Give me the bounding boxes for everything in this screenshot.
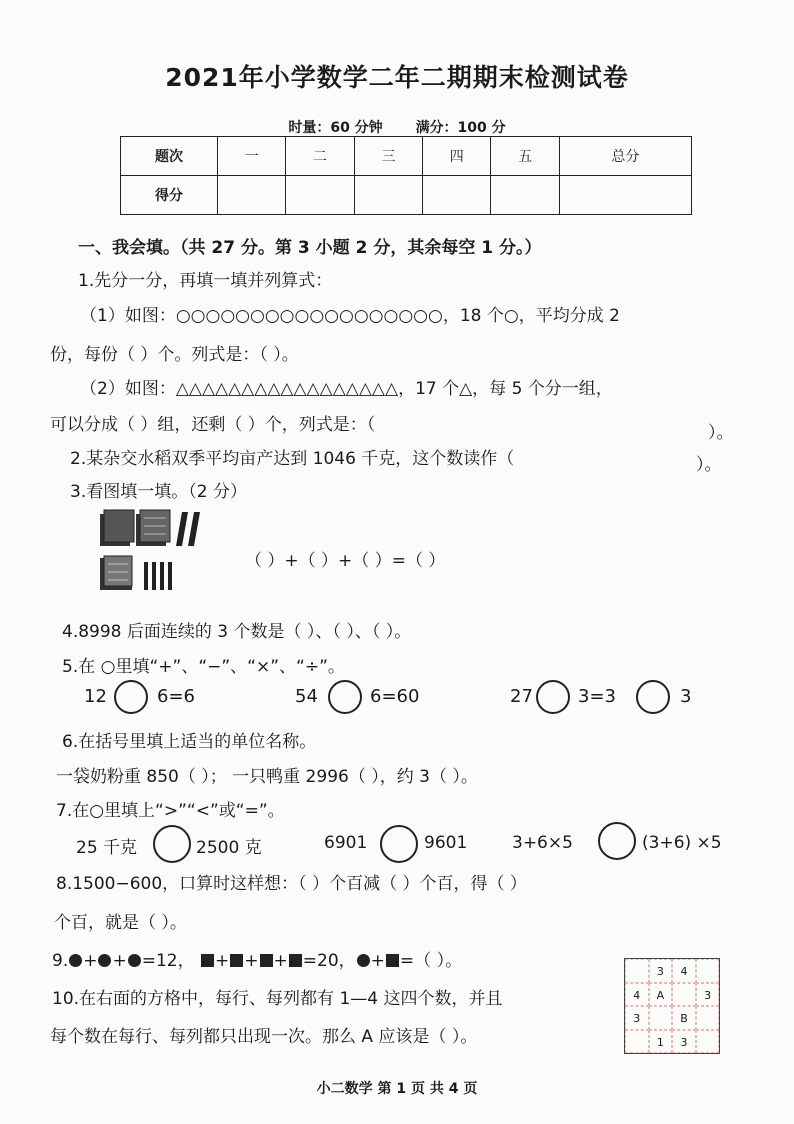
score-cell: 总分 [559,137,691,176]
q4-text: 4.8998 后面连续的 3 个数是（ ）、（ ）、（ ）。 [62,622,412,642]
q10-line1: 10.在右面的方格中，每行、每列都有 1—4 这四个数，并且 [52,989,503,1009]
time-limit: 时量：60 分钟 [288,120,383,136]
q1-text: 1.先分一分，再填一填并列算式： [78,271,333,291]
grid-cell: B [672,1006,696,1030]
circle-symbol-icon [357,954,370,967]
q9-plus: + [83,951,98,971]
score-input-cell[interactable] [218,176,286,215]
square-symbol-icon [386,954,399,967]
score-cell: 三 [354,137,422,176]
score-cell: 一 [218,137,286,176]
grid-cell [696,959,720,983]
q2-end: ）。 [696,455,722,475]
q1-part2-end: ）。 [708,423,734,443]
q5-item: 6=60 [370,686,420,707]
q3-equation: （ ）+（ ）+（ ）=（ ） [245,551,446,571]
q7-item: 9601 [424,833,468,853]
grid-cell: A [649,983,673,1007]
score-table-row-score [121,176,692,215]
grid-cell: 3 [649,959,673,983]
q8-line2: 个百，就是（ ）。 [54,913,187,933]
score-cell: 四 [423,137,491,176]
q1-part2-line1: （2）如图：△△△△△△△△△△△△△△△△△，17 个△，每 5 个分一组， [80,379,613,399]
q9-plus: + [215,951,230,971]
score-cell: 得分 [121,176,218,215]
q9-eq3: =（ ）。 [399,951,463,971]
grid-cell: 3 [672,1030,696,1054]
score-input-cell[interactable] [286,176,354,215]
circle-symbol-icon [128,954,141,967]
square-symbol-icon [289,954,302,967]
q5-text: 5.在 ○里填“+”、“−”、“×”、“÷”。 [62,657,345,677]
q5-item: 3=3 [578,686,616,707]
operator-circle-input[interactable] [536,680,570,714]
grid-cell [625,1030,649,1054]
q1-part2-line2: 可以分成（ ）组，还剩（ ）个，列式是：（ [50,415,376,435]
q9-plus: + [112,951,127,971]
q9-prefix: 9. [52,951,69,971]
base-ten-blocks-figure [96,506,206,592]
q5-item: 27 [510,686,533,707]
score-input-cell[interactable] [491,176,559,215]
section1-heading: 一、我会填。（共 27 分。第 3 小题 2 分，其余每空 1 分。） [78,238,542,258]
grid-cell: 4 [625,983,649,1007]
q5-item: 3 [680,686,692,707]
q1-part1-line2: 份，每份（ ）个。列式是：（ ）。 [50,345,299,365]
q9-plus: + [244,951,259,971]
q7-item: 3+6×5 [512,833,573,853]
q7-item: 2500 克 [196,838,262,858]
square-symbol-icon [230,954,243,967]
score-table [120,136,692,215]
q6-line: 一袋奶粉重 850（ ）； 一只鸭重 2996（ ），约 3（ ）。 [56,767,478,787]
q8-line1: 8.1500−600，口算时这样想：（ ）个百减（ ）个百，得（ ） [56,874,527,894]
grid-cell [696,1030,720,1054]
q5-item: 6=6 [157,686,195,707]
grid-cell [649,1006,673,1030]
q9-line [52,946,462,971]
q9-plus: + [370,951,385,971]
q9-eq2: =20， [302,951,356,971]
hundred-block-icon [100,556,132,590]
q9-plus: + [273,951,288,971]
compare-circle-input[interactable] [153,825,191,863]
score-cell: 二 [286,137,354,176]
q2-text: 2.某杂交水稻双季平均亩产达到 1046 千克，这个数读作（ [70,449,515,469]
q5-item: 54 [295,686,318,707]
operator-circle-input[interactable] [114,680,148,714]
q1-part1-line1: （1）如图：○○○○○○○○○○○○○○○○○○，18 个○，平均分成 2 [80,306,620,326]
square-symbol-icon [201,954,214,967]
q6-text: 6.在括号里填上适当的单位名称。 [62,732,317,752]
grid-cell [625,959,649,983]
grid-cell [672,983,696,1007]
grid-cell: 1 [649,1030,673,1054]
square-symbol-icon [260,954,273,967]
grid-cell: 3 [625,1006,649,1030]
score-input-cell[interactable] [354,176,422,215]
circle-symbol-icon [98,954,111,967]
grid-cell [696,1006,720,1030]
q7-text: 7.在○里填上“>”“<”或“=”。 [56,801,285,821]
hundred-block-icon [100,510,134,546]
score-cell: 题次 [121,137,218,176]
compare-circle-input[interactable] [598,822,636,860]
q9-eq1: =12， [141,951,195,971]
page-footer: 小二数学 第 1 页 共 4 页 [316,1081,478,1097]
score-cell: 五 [491,137,559,176]
operator-circle-input[interactable] [636,680,670,714]
compare-circle-input[interactable] [380,825,418,863]
q5-item: 12 [84,686,107,707]
full-score: 满分：100 分 [415,120,506,136]
q7-item: 6901 [324,833,368,853]
score-table-row-header [121,137,692,176]
q7-item: (3+6) ×5 [642,833,722,853]
ten-rod-icon [144,562,172,590]
q7-item: 25 千克 [76,838,138,858]
score-input-cell[interactable] [559,176,691,215]
grid-cell: 4 [672,959,696,983]
q10-line2: 每个数在每行、每列都只出现一次。那么 A 应该是（ ）。 [50,1027,478,1047]
hundred-block-icon [136,510,170,546]
exam-meta [0,117,794,137]
operator-circle-input[interactable] [328,680,362,714]
sudoku-grid [624,958,720,1054]
circle-symbol-icon [69,954,82,967]
exam-title: 2021年小学数学二年二期期末检测试卷 [165,63,629,92]
ten-rod-icon [176,512,200,546]
q3-text: 3.看图填一填。（2 分） [70,482,247,502]
score-input-cell[interactable] [423,176,491,215]
grid-cell: 3 [696,983,720,1007]
